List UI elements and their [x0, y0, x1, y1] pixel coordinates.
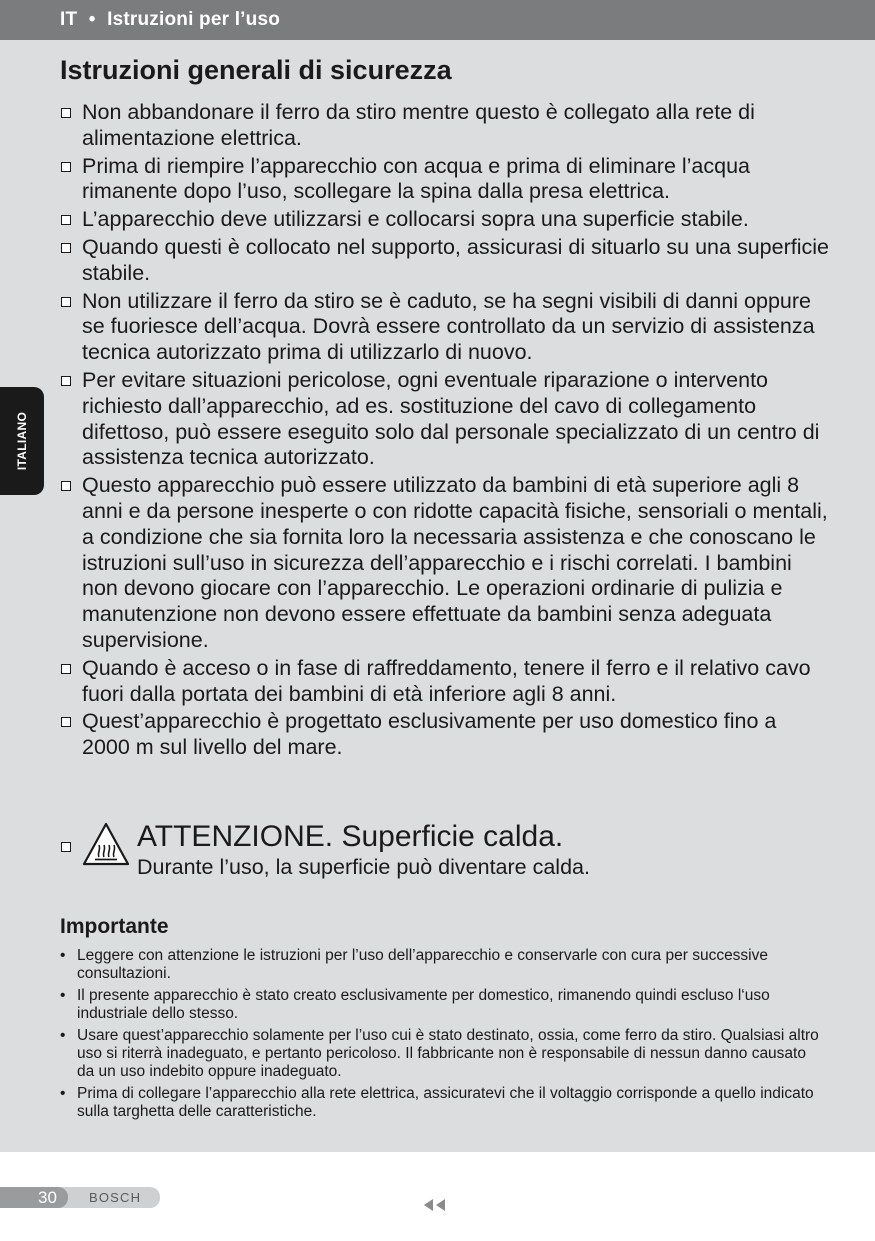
safety-item: Non utilizzare il ferro da stiro se è caduto, se ha segni visibili di danni oppure se fuoriesce dell’acqua. Dovrà essere controllato da un servizio di assistenza tecnica autorizzato prima di utilizzarlo di nuovo. [60, 289, 830, 366]
header-bar [0, 0, 875, 40]
header-lang-code: IT [60, 9, 78, 30]
bullet: • [60, 1085, 66, 1102]
bullet: • [60, 987, 66, 1004]
safety-item: Quando è acceso o in fase di raffreddamento, tenere il ferro e il relativo cavo fuori dalla portata dei bambini di età inferiore agli 8 anni. [60, 656, 830, 708]
safety-item: Prima di riempire l’apparecchio con acqua e prima di eliminare l’acqua rimanente dopo l’uso, scollegare la spina dalla presa elettrica. [60, 154, 830, 206]
safety-list [60, 100, 830, 763]
previous-page-icon[interactable] [423, 1198, 447, 1212]
bullet: • [60, 1027, 66, 1044]
checkbox-square-icon [61, 215, 71, 225]
safety-item: Quest’apparecchio è progettato esclusivamente per uso domestico fino a 2000 m sul livello del mare. [60, 709, 830, 761]
checkbox-square-icon [61, 162, 71, 172]
header-manual-title: Istruzioni per l’uso [107, 9, 281, 30]
section-title: Istruzioni generali di sicurezza [60, 55, 452, 85]
important-title: Importante [60, 915, 169, 938]
safety-item: L’apparecchio deve utilizzarsi e collocarsi sopra una superficie stabile. [60, 207, 830, 233]
checkbox-square-icon [61, 481, 71, 491]
hot-surface-warning-icon [82, 821, 130, 867]
safety-item: Questo apparecchio può essere utilizzato da bambini di età superiore agli 8 anni e da persone inesperte o con ridotte capacità fisiche, sensoriali o mentali, a condizione che sia fornita loro la necessaria assistenza e che conoscano le istruzioni sull’uso in sicurezza dell’apparecchio e i rischi correlati. I bambini non devono giocare con l’apparecchio. Le operazioni ordinarie di pulizia e manutenzione non devono essere effettuate da bambini senza adeguata supervisione. [60, 473, 830, 654]
warning-text: Durante l’uso, la superficie può diventare calda. [137, 855, 590, 879]
safety-item: Per evitare situazioni pericolose, ogni eventuale riparazione o intervento richiesto dall’apparecchio, ad es. sostituzione del cavo di collegamento difettoso, può essere eseguito solo dal personale specializzato di un centro di assistenza tecnica autorizzato. [60, 368, 830, 471]
checkbox-square-icon [61, 376, 71, 386]
checkbox-square-icon [61, 717, 71, 727]
important-item: • Usare quest’apparecchio solamente per l’uso cui è stato destinato, ossia, come ferro da stiro. Qualsiasi altro uso si riterrà inadeguato, e pertanto pericoloso. Il fabbricante non è responsabile di nessun danno causato da un uso indebito oppure inadeguato. [60, 1027, 819, 1080]
checkbox-square-icon [61, 842, 71, 852]
header-separator: • [88, 9, 96, 30]
important-list [60, 947, 820, 1125]
brand-name: BOSCH [89, 1190, 142, 1205]
hot-surface-warning [60, 820, 830, 884]
checkbox-square-icon [61, 297, 71, 307]
safety-item: Non abbandonare il ferro da stiro mentre questo è collegato alla rete di alimentazione elettrica. [60, 100, 830, 152]
important-item: • Leggere con attenzione le istruzioni per l’uso dell’apparecchio e conservarle con cura per successive consultazioni. [60, 947, 768, 982]
language-tab-label: ITALIANO [15, 411, 29, 471]
safety-item: Quando questi è collocato nel supporto, assicurasi di situarlo su una superficie stabile. [60, 235, 830, 287]
checkbox-square-icon [61, 664, 71, 674]
checkbox-square-icon [61, 243, 71, 253]
important-item: • Prima di collegare l’apparecchio alla rete elettrica, assicuratevi che il voltaggio corrisponde a quello indicato sulla targhetta delle caratteristiche. [60, 1085, 814, 1120]
page-number-box [0, 1187, 68, 1208]
page-number: 30 [38, 1188, 57, 1207]
important-item: • Il presente apparecchio è stato creato esclusivamente per domestico, rimanendo quindi escluso l‘uso industriale dello stesso. [60, 987, 770, 1022]
checkbox-square-icon [61, 108, 71, 118]
header-title [60, 9, 280, 31]
bullet: • [60, 947, 66, 964]
warning-title: ATTENZIONE. Superficie calda. [137, 820, 564, 853]
